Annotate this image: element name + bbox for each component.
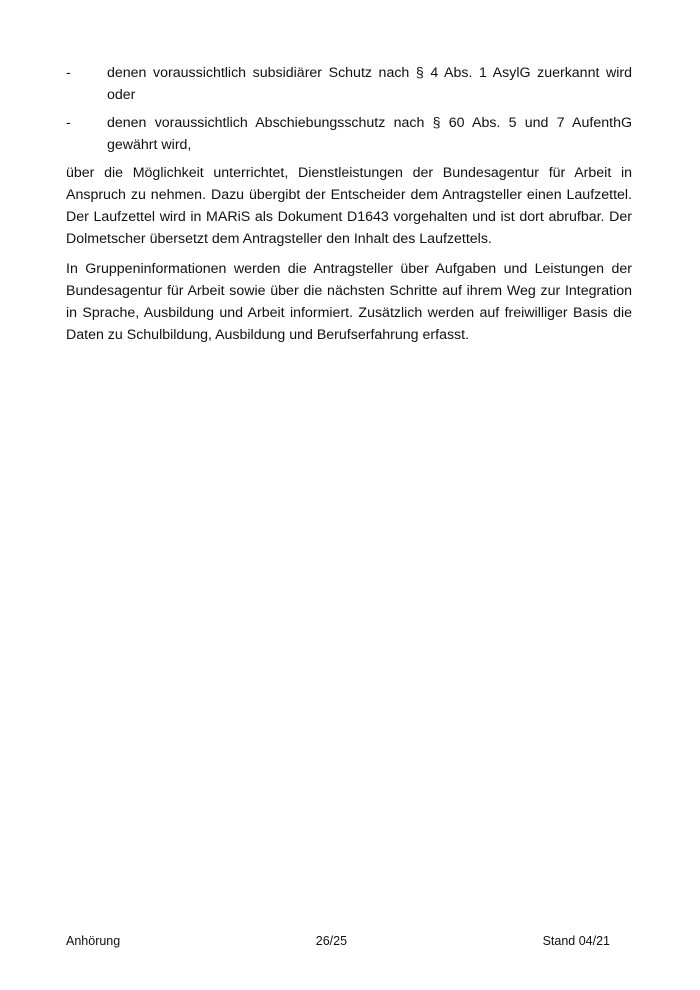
- document-body: [66, 62, 632, 354]
- list-item: [66, 112, 632, 156]
- page-number: 26/25: [315, 934, 348, 948]
- paragraph: In Gruppeninformationen werden die Antragsteller über Aufgaben und Leistungen der Bundesagentur für Arbeit sowie über die nächsten Schritte auf ihrem Weg zur Integration in Sprache, Ausbildung und Arbeit informiert. Zusätzlich werden auf freiwilliger Basis die Daten zu Schulbildung, Ausbildung und Berufserfahrung erfasst.: [66, 261, 632, 343]
- list-item: [66, 62, 632, 106]
- bullet-marker: -: [66, 115, 71, 131]
- paragraph: über die Möglichkeit unterrichtet, Dienstleistungen der Bundesagentur für Arbeit in Anspruch zu nehmen. Dazu übergibt der Entscheider dem Antragsteller einen Laufzettel. Der Laufzettel wird in MARiS als Dokument D1643 vorgehalten und ist dort abrufbar. Der Dolmetscher übersetzt dem Antragsteller den Inhalt des Laufzettels.: [66, 165, 632, 247]
- page-footer: [66, 932, 610, 950]
- footer-right-text: Stand 04/21: [542, 934, 610, 948]
- bullet-marker: -: [66, 65, 71, 81]
- bullet-text: denen voraussichtlich Abschiebungsschutz nach § 60 Abs. 5 und 7 AufenthG gewährt wird,: [107, 115, 632, 153]
- footer-left-text: Anhörung: [66, 934, 121, 948]
- bullet-text: denen voraussichtlich subsidiärer Schutz nach § 4 Abs. 1 AsylG zuerkannt wird oder: [107, 65, 632, 103]
